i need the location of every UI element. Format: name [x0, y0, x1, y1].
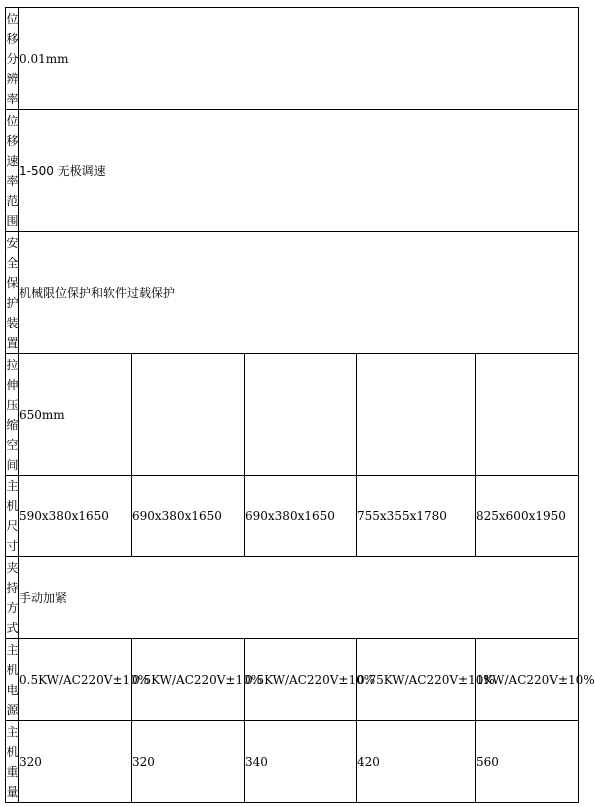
- table-cell: 755x355x1780: [357, 476, 476, 557]
- row-label: 位移速率范围: [6, 110, 19, 232]
- row-value: 0.01mm: [19, 8, 579, 110]
- row-host-power: [6, 639, 579, 721]
- table-cell: 0.5KW/AC220V±10%: [245, 639, 357, 721]
- table-cell: 825x600x1950: [476, 476, 579, 557]
- table-cell: 0.75KW/AC220V±10%: [357, 639, 476, 721]
- row-value: 机械限位保护和软件过载保护: [19, 232, 579, 354]
- table-cell: [476, 354, 579, 476]
- row-label: 安全保护装置: [6, 232, 19, 354]
- row-label: 主机电源: [6, 639, 19, 721]
- row-label: 夹持方式: [6, 557, 19, 639]
- spec-table: [5, 7, 595, 803]
- row-value: 手动加紧: [19, 557, 579, 639]
- table-cell: 340: [245, 721, 357, 803]
- row-label: 主机重量: [6, 721, 19, 803]
- table-cell: [132, 354, 245, 476]
- row-host-dimensions: [6, 476, 579, 557]
- table-cell: 1KW/AC220V±10%: [476, 639, 579, 721]
- table-cell: [245, 354, 357, 476]
- table-cell: [357, 354, 476, 476]
- table-cell: 590x380x1650: [19, 476, 132, 557]
- row-label: 主机尺寸: [6, 476, 19, 557]
- row-host-weight: [6, 721, 579, 803]
- row-displacement-resolution: [6, 8, 579, 110]
- row-safety-device: [6, 232, 579, 354]
- table-cell: 320: [19, 721, 132, 803]
- table-cell: 690x380x1650: [245, 476, 357, 557]
- row-clamping-method: [6, 557, 579, 639]
- row-label: 拉伸压缩空间: [6, 354, 19, 476]
- table-cell: 690x380x1650: [132, 476, 245, 557]
- row-tension-compression-space: [6, 354, 579, 476]
- table-cell: 560: [476, 721, 579, 803]
- row-label: 位移分辨率: [6, 8, 19, 110]
- row-value: 1-500 无极调速: [19, 110, 579, 232]
- row-displacement-speed-range: [6, 110, 579, 232]
- table-cell: 320: [132, 721, 245, 803]
- table-cell: 420: [357, 721, 476, 803]
- table-cell: 0.5KW/AC220V±10%: [19, 639, 132, 721]
- table-cell: 650mm: [19, 354, 132, 476]
- table-cell: 0.5KW/AC220V±10%: [132, 639, 245, 721]
